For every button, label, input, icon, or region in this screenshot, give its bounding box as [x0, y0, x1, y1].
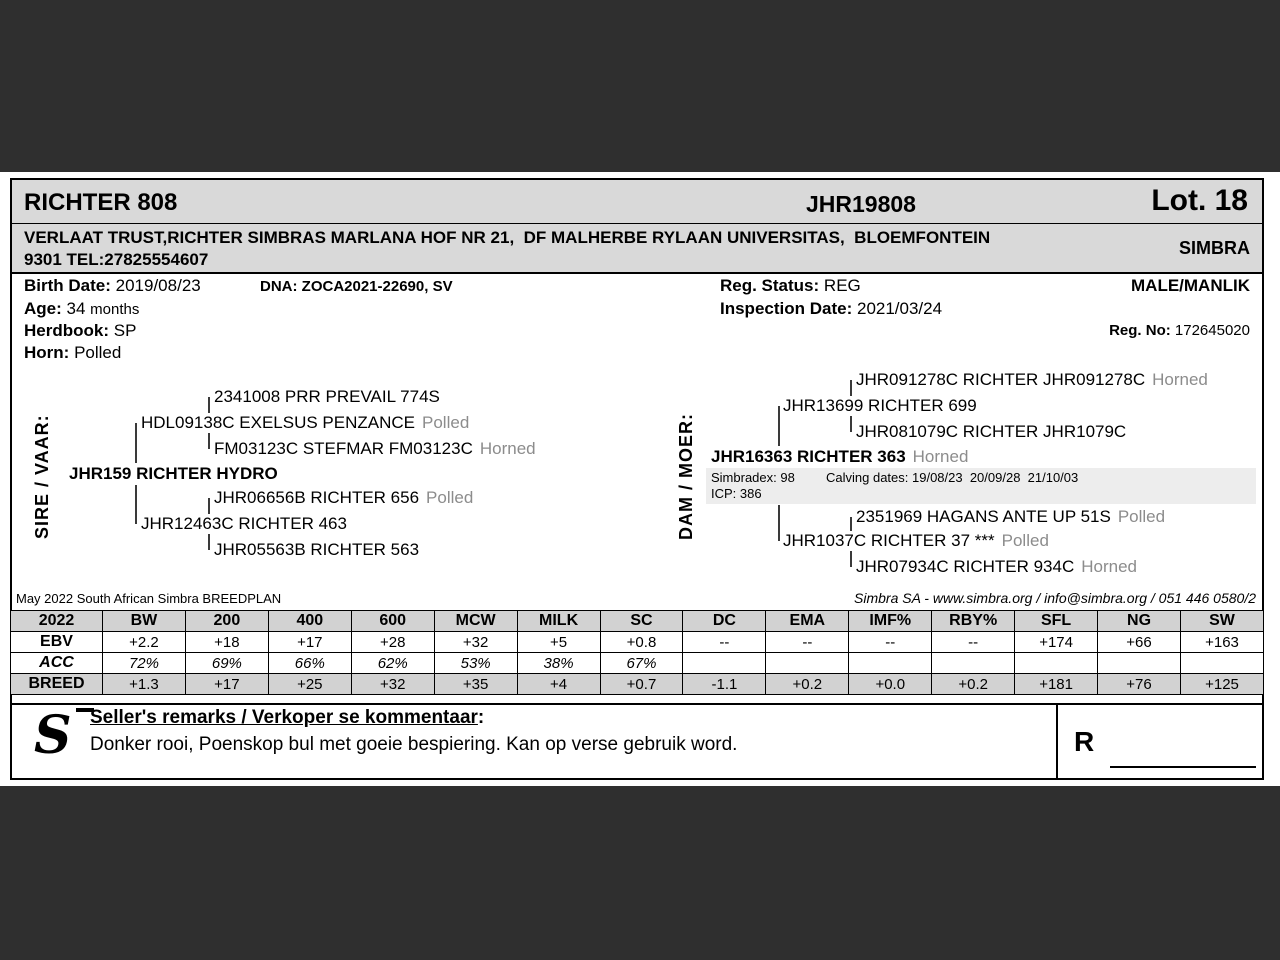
- herdbook-label: Herdbook:: [24, 321, 109, 340]
- ebv-value-cell: [849, 653, 932, 674]
- pedigree-connector-line: [208, 534, 210, 550]
- horn-tag: Horned: [479, 439, 536, 458]
- birth-date: [24, 276, 201, 296]
- horn-tag: Polled: [426, 488, 474, 507]
- remarks-divider: [10, 703, 1264, 705]
- pedigree-connector-line: [208, 433, 210, 449]
- ebv-value-cell: +17: [268, 632, 351, 653]
- horn-tag: Polled: [1001, 531, 1049, 550]
- dam-name: JHR16363 RICHTER 363: [711, 447, 906, 466]
- animal-id: JHR19808: [806, 191, 916, 217]
- pedigree-entry: [783, 396, 984, 416]
- reg-no: [1109, 322, 1250, 339]
- herdbook-value: SP: [113, 321, 137, 340]
- pedigree-entry: [214, 540, 426, 560]
- ebv-value-cell: 62%: [351, 653, 434, 674]
- inspection-date-value: 2021/03/24: [856, 299, 943, 318]
- ebv-value-cell: +0.7: [600, 674, 683, 695]
- ebv-value-cell: --: [683, 632, 766, 653]
- ebv-value-cell: 53%: [434, 653, 517, 674]
- pedigree-connector-line: [850, 416, 852, 432]
- ebv-value-cell: [1180, 653, 1263, 674]
- logo-letter: S: [34, 705, 72, 766]
- ebv-value-cell: [932, 653, 1015, 674]
- horn-tag: Horned: [912, 447, 969, 466]
- pedigree-connector-line: [850, 517, 852, 531]
- ebv-value-cell: 66%: [268, 653, 351, 674]
- ebv-value-cell: +5: [517, 632, 600, 653]
- dam-simbradex: Simbradex: 98: [711, 470, 795, 485]
- pedigree-entry: [141, 413, 469, 433]
- ebv-value-cell: +2.2: [103, 632, 186, 653]
- ebv-value-cell: -1.1: [683, 674, 766, 695]
- sex: MALE/MANLIK: [1131, 276, 1250, 295]
- ebv-value-cell: 72%: [103, 653, 186, 674]
- ebv-column-header: BW: [103, 611, 186, 632]
- ebv-value-cell: +0.2: [766, 674, 849, 695]
- pedigree-connector-line: [778, 406, 780, 446]
- remarks-title-text: Seller's remarks / Verkoper se kommentaar: [90, 707, 478, 728]
- ebv-value-cell: 38%: [517, 653, 600, 674]
- ebv-value-cell: +35: [434, 674, 517, 695]
- pedigree-connector-line: [135, 485, 137, 524]
- ebv-value-cell: [766, 653, 849, 674]
- dam-grandsire2-name: 2351969 HAGANS ANTE UP 51S: [856, 507, 1111, 526]
- remarks-title-colon: :: [477, 707, 485, 728]
- ebv-value-cell: +4: [517, 674, 600, 695]
- seller-address-line2: 9301 TEL:27825554607: [24, 250, 209, 269]
- dam-sire-name: JHR13699 RICHTER 699: [783, 396, 977, 415]
- ebv-value-cell: 69%: [185, 653, 268, 674]
- price-write-in-line: [1110, 766, 1256, 768]
- inspection-date-label: Inspection Date:: [720, 299, 853, 318]
- sire-granddam1-name: FM03123C STEFMAR FM03123C: [214, 439, 473, 458]
- reg-no-value: 172645020: [1174, 322, 1250, 339]
- dam-section-label: DAM / MOER:: [676, 413, 696, 540]
- dam-icp: ICP: 386: [711, 486, 762, 501]
- pedigree-connector-line: [778, 505, 780, 541]
- dna-info: DNA: ZOCA2021-22690, SV: [260, 278, 453, 295]
- pedigree-entry: [856, 370, 1208, 390]
- ebv-value-cell: +76: [1098, 674, 1181, 695]
- ebv-value-cell: +28: [351, 632, 434, 653]
- horn-tag: Polled: [422, 413, 470, 432]
- sire-section-label: SIRE / VAAR:: [32, 414, 52, 539]
- seller-address-line1: VERLAAT TRUST,RICHTER SIMBRAS MARLANA HOF NR 21, DF MALHERBE RYLAAN UNIVERSITAS, BLOEMFONTEIN: [24, 228, 991, 247]
- horn-tag: Polled: [1117, 507, 1166, 526]
- pedigree-connector-line: [135, 423, 137, 463]
- breedplan-source: May 2022 South African Simbra BREEDPLAN: [16, 591, 282, 606]
- remarks-text: Donker rooi, Poenskop bul met goeie bespiering. Kan op verse gebruik word.: [90, 734, 738, 755]
- ebv-year-header: 2022: [11, 611, 103, 632]
- age-value: 34: [66, 299, 86, 318]
- pedigree-sire-subject: [69, 464, 278, 484]
- sire-grandsire1-name: 2341008 PRR PREVAIL 774S: [214, 387, 440, 406]
- ebv-row-label: BREED: [11, 674, 103, 695]
- ebv-column-header: IMF%: [849, 611, 932, 632]
- dam-granddam1-name: JHR081079C RICHTER JHR1079C: [856, 422, 1127, 441]
- reg-status: [720, 276, 861, 296]
- pedigree-entry: [856, 507, 1165, 527]
- animal-name: RICHTER 808: [24, 189, 178, 216]
- ebv-value-cell: [1098, 653, 1181, 674]
- ebv-value-cell: +17: [185, 674, 268, 695]
- ebv-column-header: 600: [351, 611, 434, 632]
- ebv-table: [10, 610, 1264, 695]
- horn-status-label: Horn:: [24, 343, 70, 362]
- age-label: Age:: [24, 299, 62, 318]
- ebv-column-header: SC: [600, 611, 683, 632]
- pedigree-entry: [214, 387, 447, 407]
- ebv-value-cell: +0.2: [932, 674, 1015, 695]
- lot-number: Lot. 18: [1151, 184, 1248, 217]
- herdbook: [24, 321, 136, 341]
- ebv-column-header: SW: [1180, 611, 1263, 632]
- price-box-divider: [1056, 703, 1058, 780]
- pedigree-entry: [214, 488, 473, 508]
- ebv-value-cell: +66: [1098, 632, 1181, 653]
- pedigree-dam-subject: [711, 447, 968, 467]
- price-currency-label: R: [1074, 726, 1095, 757]
- ebv-column-header: RBY%: [932, 611, 1015, 632]
- ebv-column-header: NG: [1098, 611, 1181, 632]
- ebv-column-header: MCW: [434, 611, 517, 632]
- sire-sire-name: HDL09138C EXELSUS PENZANCE: [141, 413, 416, 432]
- ebv-column-header: 200: [185, 611, 268, 632]
- ebv-value-cell: --: [766, 632, 849, 653]
- ebv-value-cell: +181: [1015, 674, 1098, 695]
- ebv-value-cell: +163: [1180, 632, 1263, 653]
- dam-dam-name: JHR1037C RICHTER 37 ***: [783, 531, 995, 550]
- horn-tag: Horned: [1081, 557, 1138, 576]
- sire-grandsire2-name: JHR06656B RICHTER 656: [214, 488, 420, 507]
- ebv-value-cell: +1.3: [103, 674, 186, 695]
- horn-status-value: Polled: [74, 343, 122, 362]
- horn-status: [24, 343, 121, 363]
- birth-date-value: 2019/08/23: [115, 276, 201, 295]
- pedigree-entry: [214, 439, 536, 459]
- ebv-header-row: [11, 611, 1264, 632]
- dam-granddam2-name: JHR07934C RICHTER 934C: [856, 557, 1075, 576]
- ebv-value-cell: +32: [434, 632, 517, 653]
- lot-card: [10, 178, 1264, 780]
- ebv-column-header: MILK: [517, 611, 600, 632]
- ebv-value-cell: +125: [1180, 674, 1263, 695]
- title-bar: [12, 180, 1262, 224]
- pedigree-connector-line: [208, 397, 210, 413]
- remarks-title: [90, 707, 484, 729]
- ebv-column-header: EMA: [766, 611, 849, 632]
- age-unit: months: [90, 301, 140, 318]
- dam-grandsire1-name: JHR091278C RICHTER JHR091278C: [856, 370, 1146, 389]
- pedigree-connector-line: [850, 551, 852, 567]
- reg-status-label: Reg. Status:: [720, 276, 820, 295]
- ebv-value-cell: [683, 653, 766, 674]
- ebv-value-cell: +32: [351, 674, 434, 695]
- breed-name: SIMBRA: [1179, 238, 1250, 258]
- ebv-column-header: 400: [268, 611, 351, 632]
- ebv-row-breed: [11, 674, 1264, 695]
- pedigree-connector-line: [208, 498, 210, 514]
- ebv-row-acc: [11, 653, 1264, 674]
- ebv-column-header: SFL: [1015, 611, 1098, 632]
- pedigree-entry: [141, 514, 354, 534]
- pedigree-connector-line: [850, 380, 852, 396]
- birth-date-label: Birth Date:: [24, 276, 111, 295]
- ebv-value-cell: +25: [268, 674, 351, 695]
- ebv-value-cell: [1015, 653, 1098, 674]
- pedigree-entry: [783, 531, 1049, 551]
- ebv-value-cell: +0.8: [600, 632, 683, 653]
- sire-dam-name: JHR12463C RICHTER 463: [141, 514, 347, 533]
- age: [24, 299, 139, 319]
- ebv-value-cell: +174: [1015, 632, 1098, 653]
- ebv-value-cell: 67%: [600, 653, 683, 674]
- ebv-column-header: DC: [683, 611, 766, 632]
- reg-status-value: REG: [823, 276, 861, 295]
- ebv-row-label: ACC: [11, 653, 103, 674]
- ebv-row-ebv: [11, 632, 1264, 653]
- horn-tag: Horned: [1152, 370, 1208, 389]
- pedigree-entry: [856, 422, 1133, 442]
- dam-calving-dates: Calving dates: 19/08/23 20/09/28 21/10/03: [826, 470, 1079, 485]
- sire-granddam2-name: JHR05563B RICHTER 563: [214, 540, 420, 559]
- ebv-row-label: EBV: [11, 632, 103, 653]
- ebv-value-cell: --: [932, 632, 1015, 653]
- reg-no-label: Reg. No:: [1109, 322, 1171, 339]
- ebv-value-cell: +18: [185, 632, 268, 653]
- ebv-value-cell: --: [849, 632, 932, 653]
- ebv-value-cell: +0.0: [849, 674, 932, 695]
- sire-name: JHR159 RICHTER HYDRO: [69, 464, 278, 483]
- simbra-s-logo-icon: [26, 704, 96, 778]
- inspection-date: [720, 299, 942, 319]
- simbra-contact: Simbra SA - www.simbra.org / info@simbra.org / 051 446 0580/2: [854, 590, 1256, 606]
- pedigree-entry: [856, 557, 1137, 577]
